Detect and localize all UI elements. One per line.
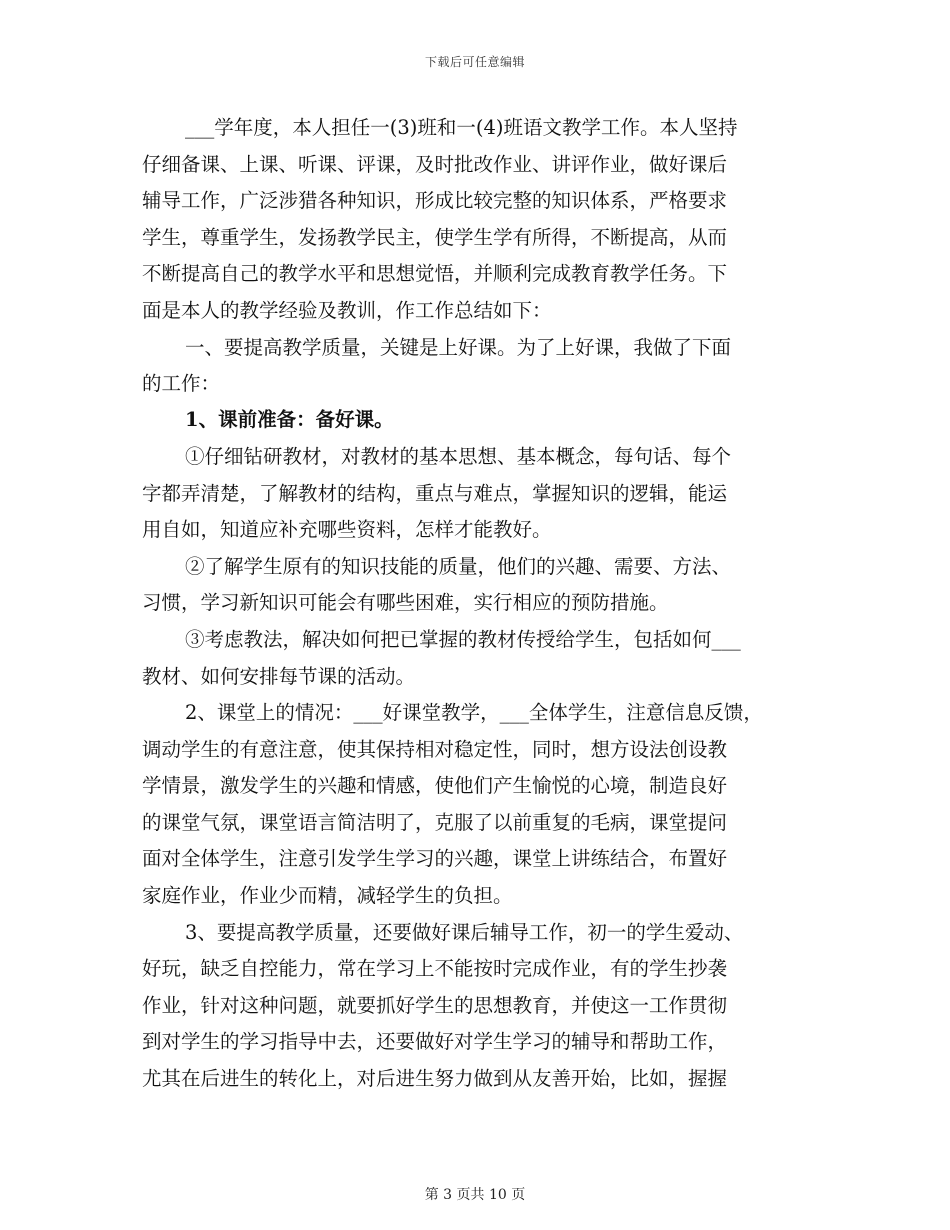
body-line: 到对学生的学习指导中去，还要做好对学生学习的辅导和帮助工作，	[142, 1030, 728, 1053]
body-line: 学生，尊重学生，发扬教学民主，使学生学有所得，不断提高，从而	[142, 226, 728, 249]
page-header: 下载后可任意编辑	[424, 55, 525, 69]
body-line: ___学年度，本人担任一(3)班和一(4)班语文教学工作。本人坚持	[185, 116, 738, 139]
body-line: 3、要提高教学质量，还要做好课后辅导工作，初一的学生爱动、	[185, 921, 744, 944]
body-line: ②了解学生原有的知识技能的质量，他们的兴趣、需要、方法、	[185, 555, 732, 578]
page-number: 第 3 页共 10 页	[424, 1187, 526, 1203]
body-line: 用自如，知道应补充哪些资料，怎样才能教好。	[142, 518, 552, 541]
body-line: 2、课堂上的情况：___好课堂教学，___全体学生，注意信息反馈，	[185, 701, 763, 724]
body-line: 面对全体学生，注意引发学生学习的兴趣，课堂上讲练结合，布置好	[142, 847, 728, 870]
body-line: ③考虑教法，解决如何把已掌握的教材传授给学生，包括如何___	[185, 628, 741, 651]
body-line: 字都弄清楚，了解教材的结构，重点与难点，掌握知识的逻辑，能运	[142, 482, 728, 505]
body-line: 家庭作业，作业少而精，减轻学生的负担。	[142, 884, 513, 907]
body-line: 的工作：	[142, 372, 221, 395]
body-line: 仔细备课、上课、听课、评课，及时批改作业、讲评作业，做好课后	[142, 153, 728, 176]
body-line: 作业，针对这种问题，就要抓好学生的思想教育，并使这一工作贯彻	[142, 994, 728, 1017]
body-line: 面是本人的教学经验及教训，作工作总结如下：	[142, 299, 552, 322]
body-line: 一、要提高教学质量，关键是上好课。为了上好课，我做了下面	[185, 336, 732, 359]
body-line: 尤其在后进生的转化上，对后进生努力做到从友善开始，比如，握握	[142, 1067, 728, 1090]
body-line: 教材、如何安排每节课的活动。	[142, 665, 416, 688]
body-line: 辅导工作，广泛涉猎各种知识，形成比较完整的知识体系，严格要求	[142, 189, 728, 212]
body-line: 习惯，学习新知识可能会有哪些困难，实行相应的预防措施。	[142, 591, 669, 614]
section-heading: 1、课前准备：备好课。	[185, 408, 394, 431]
body-line: ①仔细钻研教材，对教材的基本思想、基本概念，每句话、每个	[185, 445, 732, 468]
body-line: 的课堂气氛，课堂语言简洁明了，克服了以前重复的毛病，课堂提问	[142, 811, 728, 834]
body-line: 学情景，激发学生的兴趣和情感，使他们产生愉悦的心境，制造良好	[142, 774, 728, 797]
body-line: 不断提高自己的教学水平和思想觉悟，并顺利完成教育教学任务。下	[142, 262, 728, 285]
body-line: 调动学生的有意注意，使其保持相对稳定性，同时，想方设法创设教	[142, 738, 728, 761]
body-line: 好玩，缺乏自控能力，常在学习上不能按时完成作业，有的学生抄袭	[142, 957, 728, 980]
